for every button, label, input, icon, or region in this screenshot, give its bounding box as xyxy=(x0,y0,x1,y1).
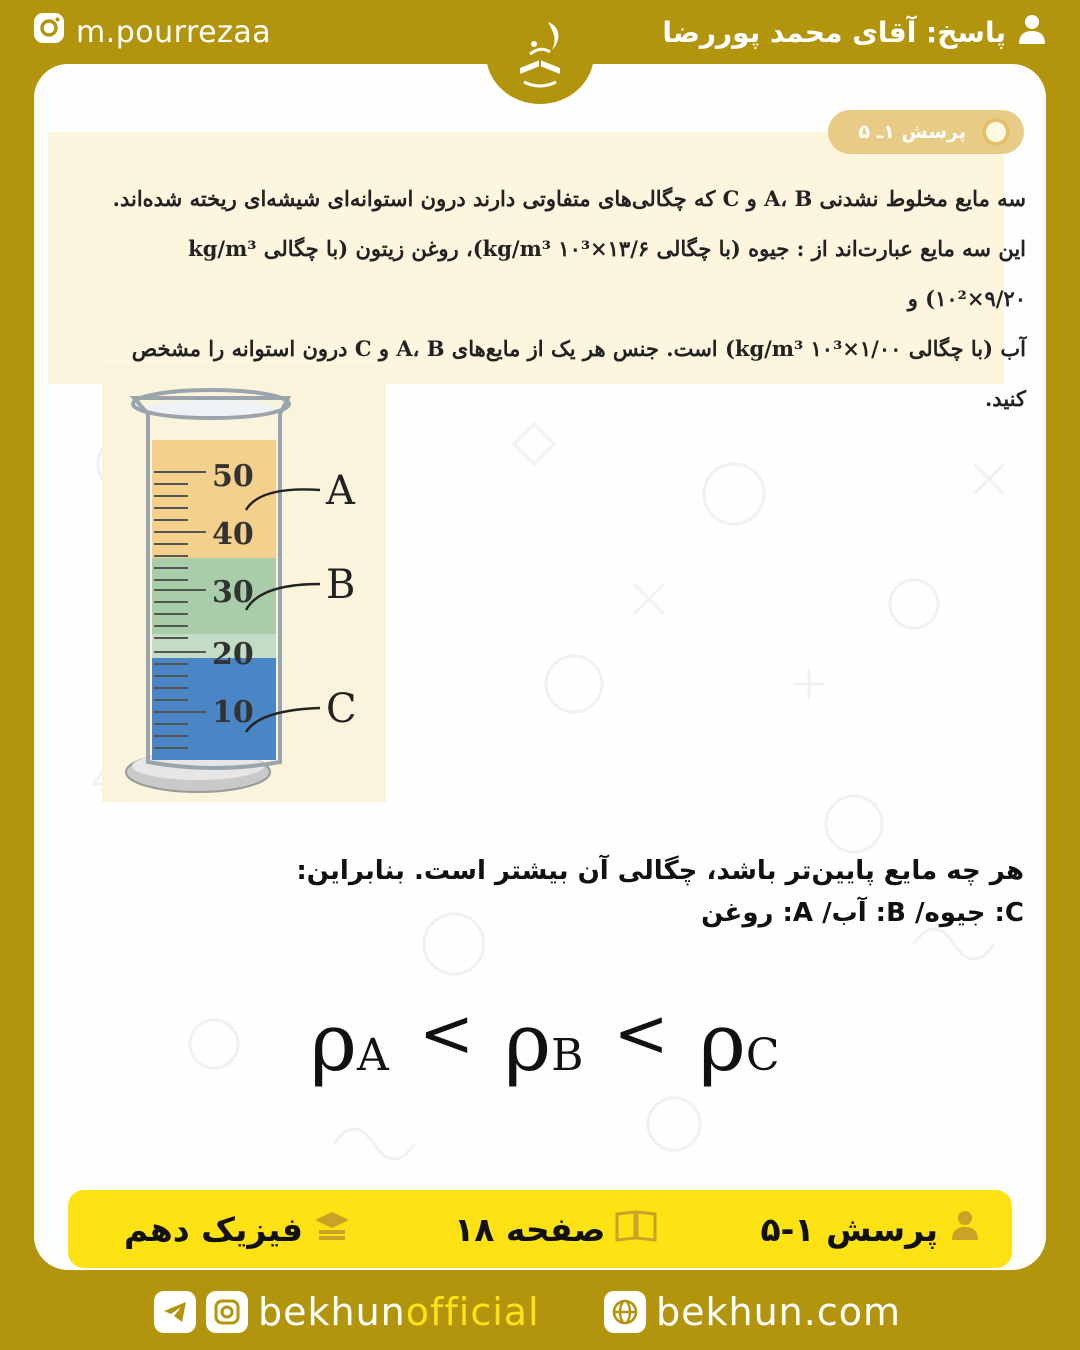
social-handle: bekhunofficial xyxy=(258,1290,540,1334)
brand-logo xyxy=(486,4,594,104)
question-line: آب (با چگالی kg/m³ ۱۰³×۱/۰۰) است. جنس هر یک از مایع‌های A، B و C درون استوانه را مشخص کنید. xyxy=(131,336,1026,411)
scale-label: 20 xyxy=(212,637,254,672)
info-question-text: پرسش ۱-۵ xyxy=(760,1209,938,1249)
scale-label: 30 xyxy=(212,575,254,610)
tag-dot-icon xyxy=(982,118,1010,146)
question-tag xyxy=(828,110,1024,154)
handle-text: m.pourrezaa xyxy=(76,14,272,50)
website-text: bekhun.com xyxy=(656,1290,901,1334)
footer xyxy=(0,1280,1080,1350)
instagram-icon xyxy=(32,11,66,53)
instagram-handle[interactable] xyxy=(32,10,271,54)
layer-label-a: A xyxy=(326,468,355,514)
answer-author xyxy=(662,10,1048,54)
less-than-sign: < xyxy=(418,995,475,1072)
content-card xyxy=(34,64,1046,1270)
book-open-icon xyxy=(615,1208,657,1250)
info-page-text: صفحه ۱۸ xyxy=(454,1209,606,1249)
scale-label: 50 xyxy=(212,459,254,494)
book-quill-icon xyxy=(500,14,580,94)
graduation-cap-icon xyxy=(313,1208,351,1250)
layer-label-c: C xyxy=(326,686,357,732)
answer-line: C: جیوه/ B: آب/ A: روغن xyxy=(701,898,1024,928)
less-than-sign: < xyxy=(613,995,669,1072)
social-link[interactable] xyxy=(154,1290,540,1334)
answer-author-text: پاسخ: آقای محمد پوررضا xyxy=(662,15,1006,49)
telegram-icon[interactable] xyxy=(154,1291,196,1333)
question-line: سه مایع مخلوط نشدنی A، B و C که چگالی‌های متفاوتی دارند درون استوانه‌ای شیشه‌ای ریخته شده‌اند. xyxy=(112,186,1026,211)
formula-term-c: ρC xyxy=(698,996,780,1089)
graduated-cylinder-icon xyxy=(102,364,386,802)
website-link[interactable] xyxy=(604,1290,901,1334)
user-icon xyxy=(1016,13,1048,52)
question-line: این سه مایع عبارت‌اند از : جیوه (با چگالی kg/m³ ۱۰³×۱۳/۶)، روغن زیتون (با چگالی kg/m³ ۱۰²×۹/۲۰) و xyxy=(188,236,1026,311)
answer-line: هر چه مایع پایین‌تر باشد، چگالی آن بیشتر است. بنابراین: xyxy=(296,856,1024,886)
info-book-text: فیزیک دهم xyxy=(124,1209,303,1249)
formula-term-b: ρB xyxy=(504,996,584,1089)
info-page xyxy=(454,1208,657,1250)
density-inequality xyxy=(310,996,780,1096)
info-question xyxy=(760,1208,982,1250)
info-bar xyxy=(68,1190,1012,1268)
instagram-icon[interactable] xyxy=(206,1291,248,1333)
scale-label: 40 xyxy=(212,517,254,552)
cylinder-figure xyxy=(102,364,386,802)
answer-text xyxy=(124,850,1024,934)
info-book xyxy=(124,1208,351,1250)
globe-icon xyxy=(604,1291,646,1333)
student-icon xyxy=(948,1208,982,1250)
scale-label: 10 xyxy=(212,695,254,730)
question-tag-label: پرسش ۱ـ ۵ xyxy=(858,121,966,143)
formula-term-a: ρA xyxy=(310,996,389,1089)
layer-label-b: B xyxy=(326,562,356,608)
